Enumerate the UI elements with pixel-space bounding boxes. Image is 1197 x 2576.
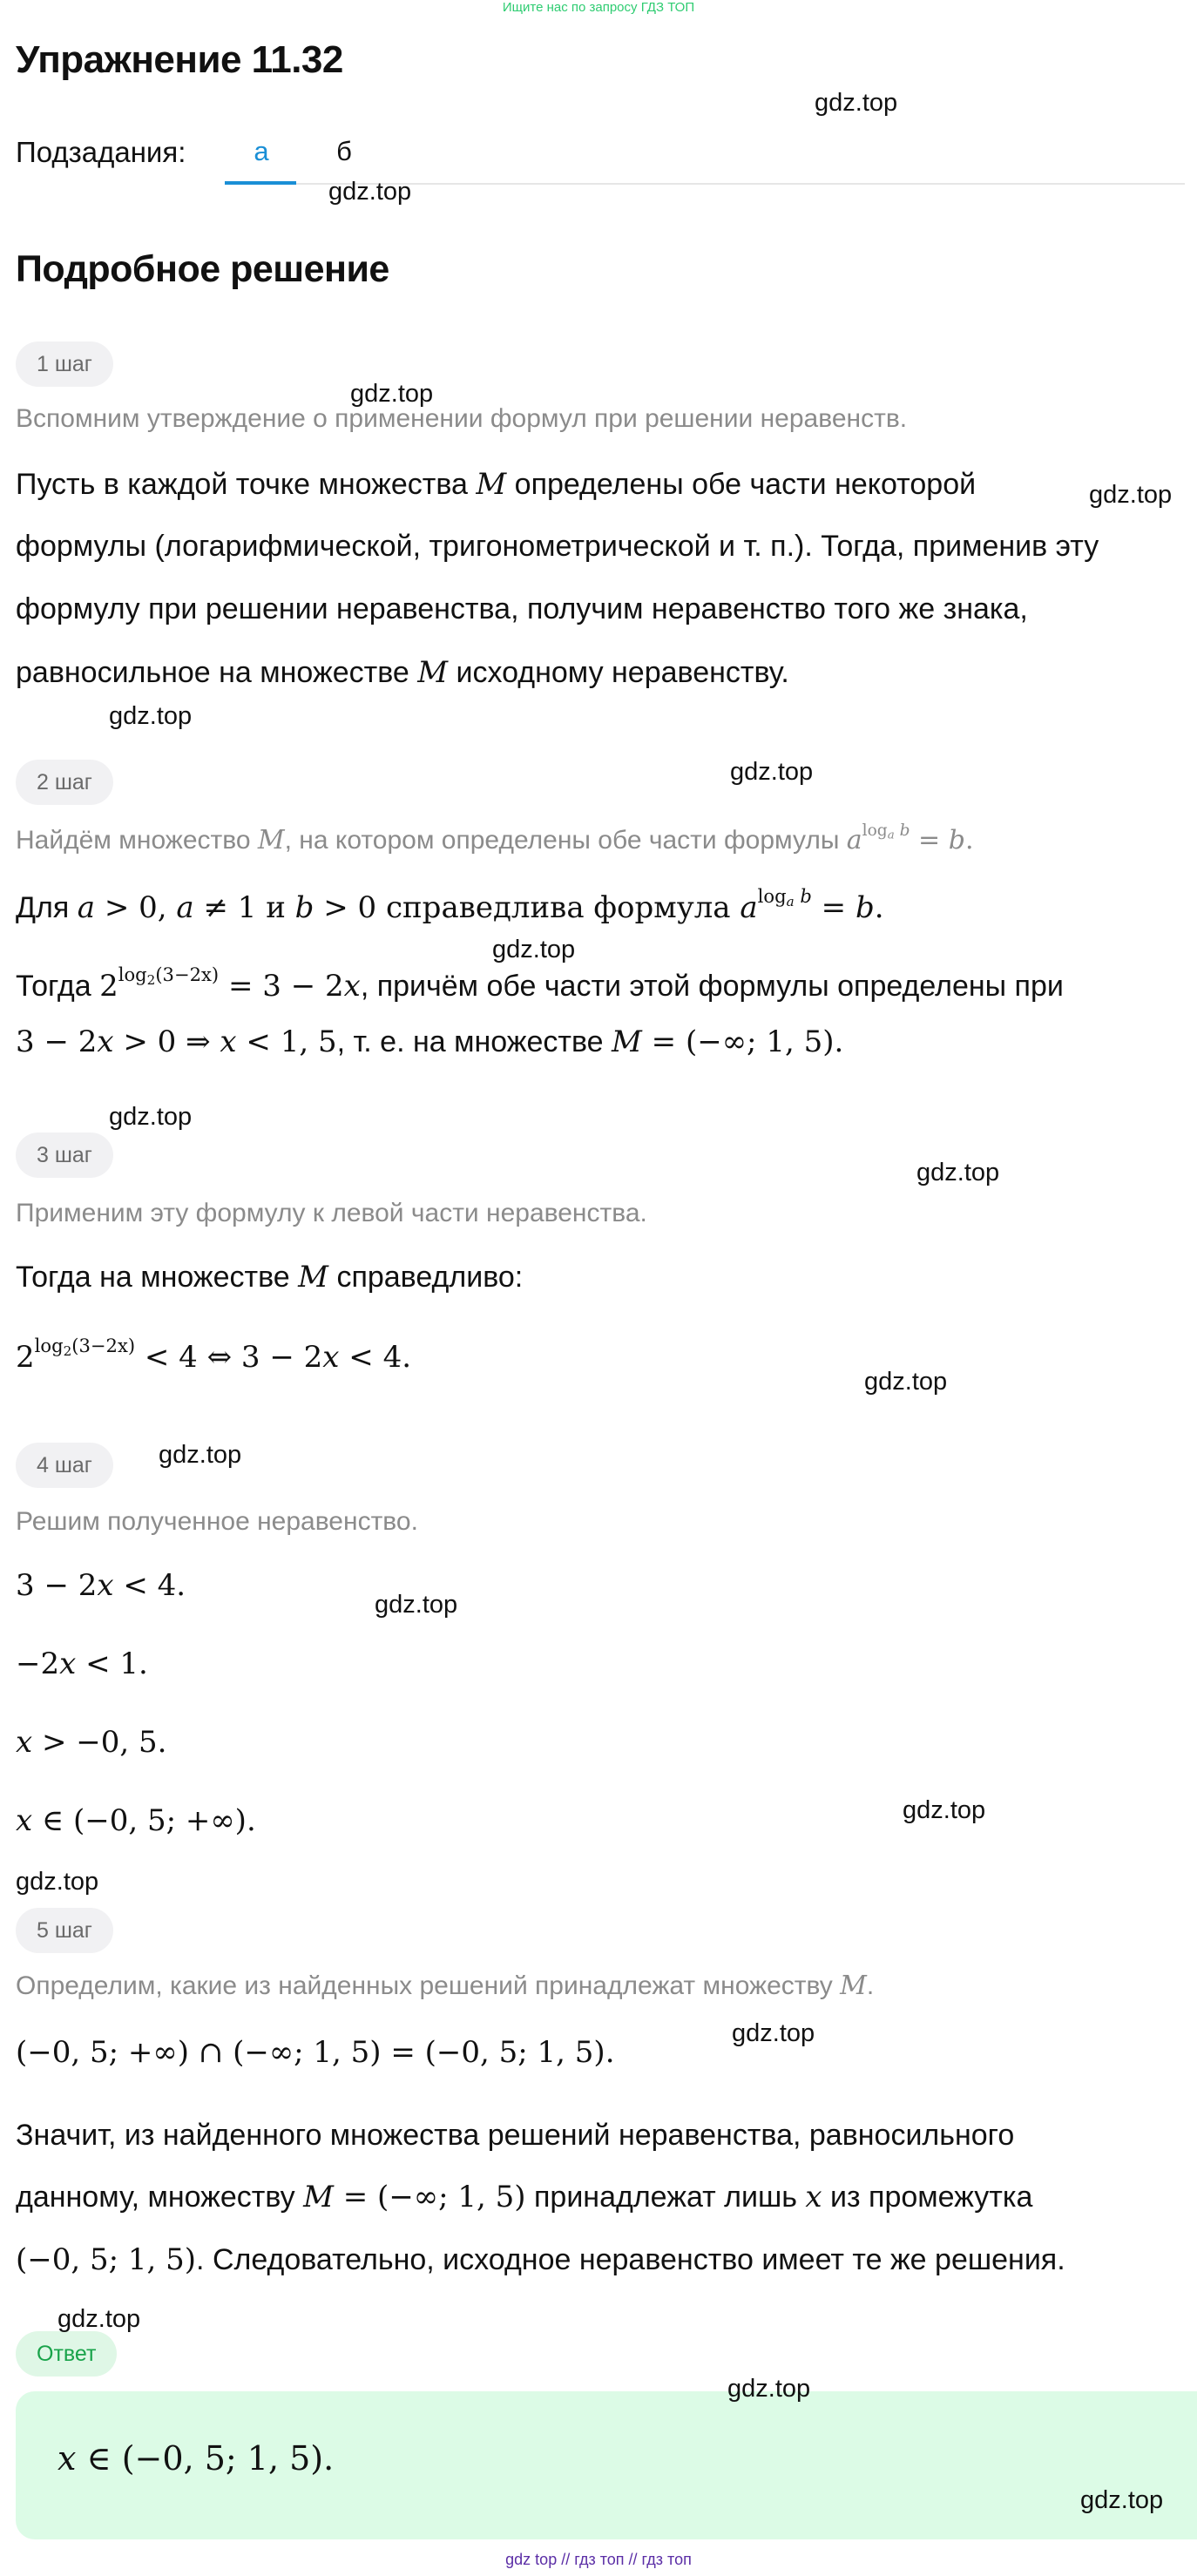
watermark: gdz.top bbox=[864, 1368, 948, 1396]
step-4-line-3: x > −0, 5. bbox=[16, 1725, 167, 1760]
watermark: gdz.top bbox=[1089, 481, 1173, 509]
answer-text: x ∈ (−0, 5; 1, 5). bbox=[57, 2439, 335, 2478]
active-tab-indicator bbox=[225, 181, 296, 185]
step-3-hint: Применим эту формулу к левой части неравенства. bbox=[16, 1199, 647, 1227]
top-banner[interactable]: Ищите нас по запросу ГДЗ ТОП bbox=[502, 0, 695, 15]
tabs-divider bbox=[296, 183, 1185, 185]
step-2-badge: 2 шаг bbox=[16, 760, 113, 805]
answer-badge: Ответ bbox=[16, 2331, 117, 2377]
watermark: gdz.top bbox=[109, 1103, 193, 1131]
step-3-badge: 3 шаг bbox=[16, 1132, 113, 1178]
step-5-line-3: данному, множеству M = (−∞; 1, 5) принадлежат лишь x из промежутка bbox=[16, 2180, 1033, 2214]
step-1-hint: Вспомним утверждение о применении формул при решении неравенств. bbox=[16, 404, 908, 433]
watermark: gdz.top bbox=[109, 702, 193, 730]
step-4-badge: 4 шаг bbox=[16, 1443, 113, 1488]
watermark: gdz.top bbox=[903, 1796, 986, 1824]
footer-links[interactable]: gdz top // гдз топ // гдз топ bbox=[505, 2551, 692, 2568]
step-4-line-1: 3 − 2x < 4. bbox=[16, 1568, 186, 1603]
step-5-hint: Определим, какие из найденных решений принадлежат множеству M. bbox=[16, 1971, 875, 2001]
watermark: gdz.top bbox=[16, 1868, 99, 1896]
step-1-badge: 1 шаг bbox=[16, 341, 113, 387]
watermark: gdz.top bbox=[727, 2375, 811, 2403]
step-4-line-4: x ∈ (−0, 5; +∞). bbox=[16, 1803, 256, 1838]
watermark: gdz.top bbox=[328, 178, 412, 206]
step-5-line-2: Значит, из найденного множества решений неравенства, равносильного bbox=[16, 2119, 1015, 2152]
step-2-line-3: 3 − 2x > 0 ⇒ x < 1, 5, т. е. на множестве M = (−∞; 1, 5). bbox=[16, 1024, 844, 1059]
watermark: gdz.top bbox=[730, 758, 814, 786]
subtask-tab-b[interactable]: б bbox=[336, 136, 352, 166]
step-1-line-1: Пусть в каждой точке множества M определены обе части некоторой bbox=[16, 467, 977, 502]
subtask-tab-a[interactable]: а bbox=[254, 136, 269, 166]
step-5-line-1: (−0, 5; +∞) ∩ (−∞; 1, 5) = (−0, 5; 1, 5). bbox=[16, 2035, 615, 2070]
step-3-line-2: $2^{log_2(3-2x)} < 4$ ⇔ 3 − 2x < 4. bbox=[16, 1335, 412, 1375]
step-1-line-4: равносильное на множестве M исходному неравенству. bbox=[16, 655, 789, 690]
step-2-hint: Найдём множество M, на котором определены обе части формулы $a^{log_a b} = b$. bbox=[16, 821, 974, 855]
exercise-title: Упражнение 11.32 bbox=[16, 38, 343, 81]
watermark: gdz.top bbox=[815, 89, 898, 117]
watermark: gdz.top bbox=[57, 2305, 141, 2333]
step-5-badge: 5 шаг bbox=[16, 1908, 113, 1953]
section-title: Подробное решение bbox=[16, 248, 389, 290]
watermark: gdz.top bbox=[492, 936, 576, 963]
step-1-line-2: формулы (логарифмической, тригонометрической и т. п.). Тогда, применив эту bbox=[16, 530, 1099, 563]
watermark: gdz.top bbox=[350, 380, 434, 408]
watermark: gdz.top bbox=[1080, 2486, 1164, 2514]
watermark: gdz.top bbox=[375, 1591, 458, 1619]
watermark: gdz.top bbox=[732, 2019, 815, 2047]
watermark: gdz.top bbox=[916, 1159, 1000, 1187]
step-2-line-2: Тогда $2^{log_2(3-2x)} = 3 - 2x$, причём обе части этой формулы определены при bbox=[16, 963, 1064, 1004]
subtasks-label: Подзадания: bbox=[16, 136, 186, 168]
step-4-hint: Решим полученное неравенство. bbox=[16, 1507, 418, 1536]
watermark: gdz.top bbox=[159, 1441, 242, 1469]
step-4-line-2: −2x < 1. bbox=[16, 1646, 148, 1681]
step-5-line-4: (−0, 5; 1, 5). Следовательно, исходное неравенство имеет те же решения. bbox=[16, 2242, 1065, 2277]
step-3-line-1: Тогда на множестве M справедливо: bbox=[16, 1260, 524, 1295]
step-2-line-1: Для a > 0, a ≠ 1 и b > 0 справедлива формула $a^{log_a b} = b$. bbox=[16, 885, 884, 925]
step-1-line-3: формулу при решении неравенства, получим неравенство того же знака, bbox=[16, 592, 1028, 625]
